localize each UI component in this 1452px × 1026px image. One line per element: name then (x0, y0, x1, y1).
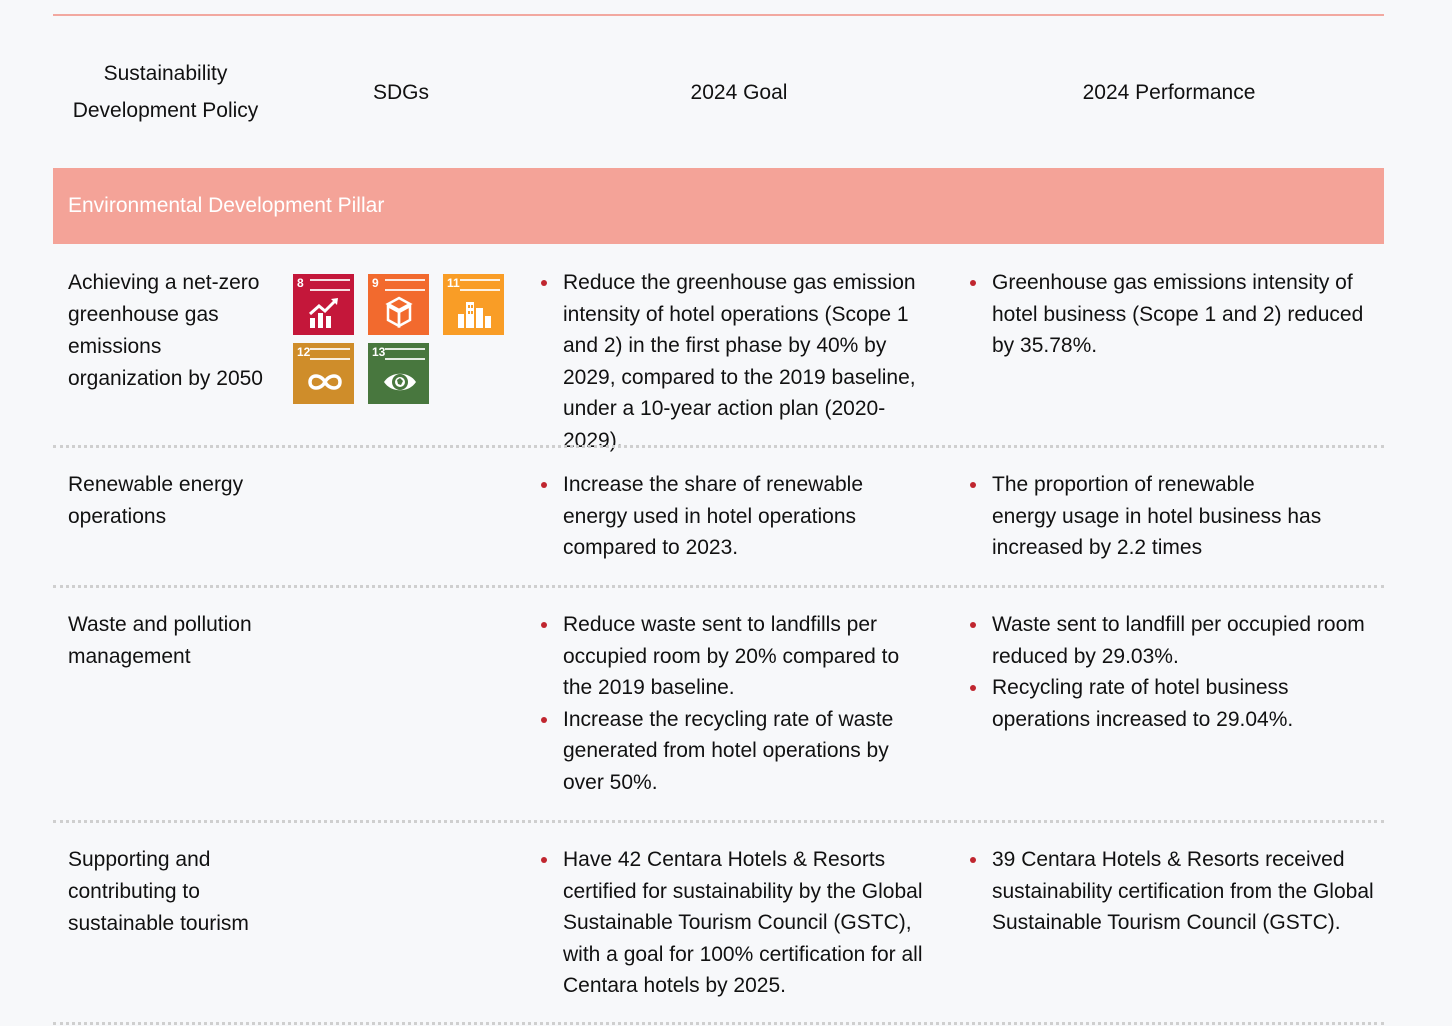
row-policy: Renewable energy operations (68, 473, 244, 528)
climate-action-icon: 13 (368, 343, 429, 404)
table-row (53, 844, 1384, 1014)
performance-item: Greenhouse gas emissions intensity of hotel business (Scope 1 and 2) reduced by 35.78%. (992, 267, 1377, 362)
header-sdgs: SDGs (372, 80, 429, 104)
row-performance (992, 267, 1377, 362)
pillar-banner (53, 168, 1384, 244)
row-performance (992, 469, 1322, 564)
decent-work-economic-growth-icon: 8 (293, 274, 354, 335)
sdg-icon-group (293, 267, 523, 407)
performance-item: Recycling rate of hotel business operations increased to 29.04%. (992, 672, 1312, 735)
row-policy: Supporting and contributing to sustainable tourism (68, 848, 249, 935)
goal-item: Have 42 Centara Hotels & Resorts certified for sustainability by the Global Sustainable Tourism Council (GSTC), with a goal for 100% certification for all Centara hotels by 2025. (563, 844, 933, 1002)
row-divider (53, 585, 1384, 588)
goal-item: Increase the recycling rate of waste generated from hotel operations by over 50%. (563, 704, 933, 799)
row-divider (53, 820, 1384, 823)
goal-item: Reduce waste sent to landfills per occupied room by 20% compared to the 2019 baseline. (563, 609, 933, 704)
performance-item: Waste sent to landfill per occupied room reduced by 29.03%. (992, 609, 1377, 672)
table-row (53, 609, 1384, 809)
table-header (53, 16, 1384, 168)
row-goals (563, 267, 933, 457)
sustainable-cities-communities-icon: 11 (443, 274, 504, 335)
row-divider (53, 1022, 1384, 1025)
performance-item: 39 Centara Hotels & Resorts received sustainability certification from the Global Sustainable Tourism Council (GSTC). (992, 844, 1377, 939)
row-performance (992, 609, 1377, 735)
row-policy: Waste and pollution management (68, 613, 252, 668)
row-performance (992, 844, 1377, 939)
pillar-title: Environmental Development Pillar (68, 194, 385, 217)
header-goal: 2024 Goal (690, 80, 788, 104)
row-divider (53, 445, 1384, 448)
performance-item: The proportion of renewable energy usage in hotel business has increased by 2.2 times (992, 469, 1322, 564)
table-row (53, 469, 1384, 579)
responsible-consumption-production-icon: 12 (293, 343, 354, 404)
header-performance: 2024 Performance (1082, 80, 1256, 104)
industry-innovation-infrastructure-icon: 9 (368, 274, 429, 335)
row-goals (563, 469, 933, 564)
table-row (53, 267, 1384, 452)
goal-item: Increase the share of renewable energy used in hotel operations compared to 2023. (563, 469, 933, 564)
row-goals (563, 609, 933, 799)
header-policy: Sustainability Development Policy (72, 62, 259, 122)
row-policy: Achieving a net-zero greenhouse gas emissions organization by 2050 (68, 271, 263, 390)
row-goals (563, 844, 933, 1002)
goal-item: Reduce the greenhouse gas emission intensity of hotel operations (Scope 1 and 2) in the first phase by 40% by 2029, compared to the 2019 baseline, under a 10-year action plan (2020-2029). (563, 267, 933, 457)
